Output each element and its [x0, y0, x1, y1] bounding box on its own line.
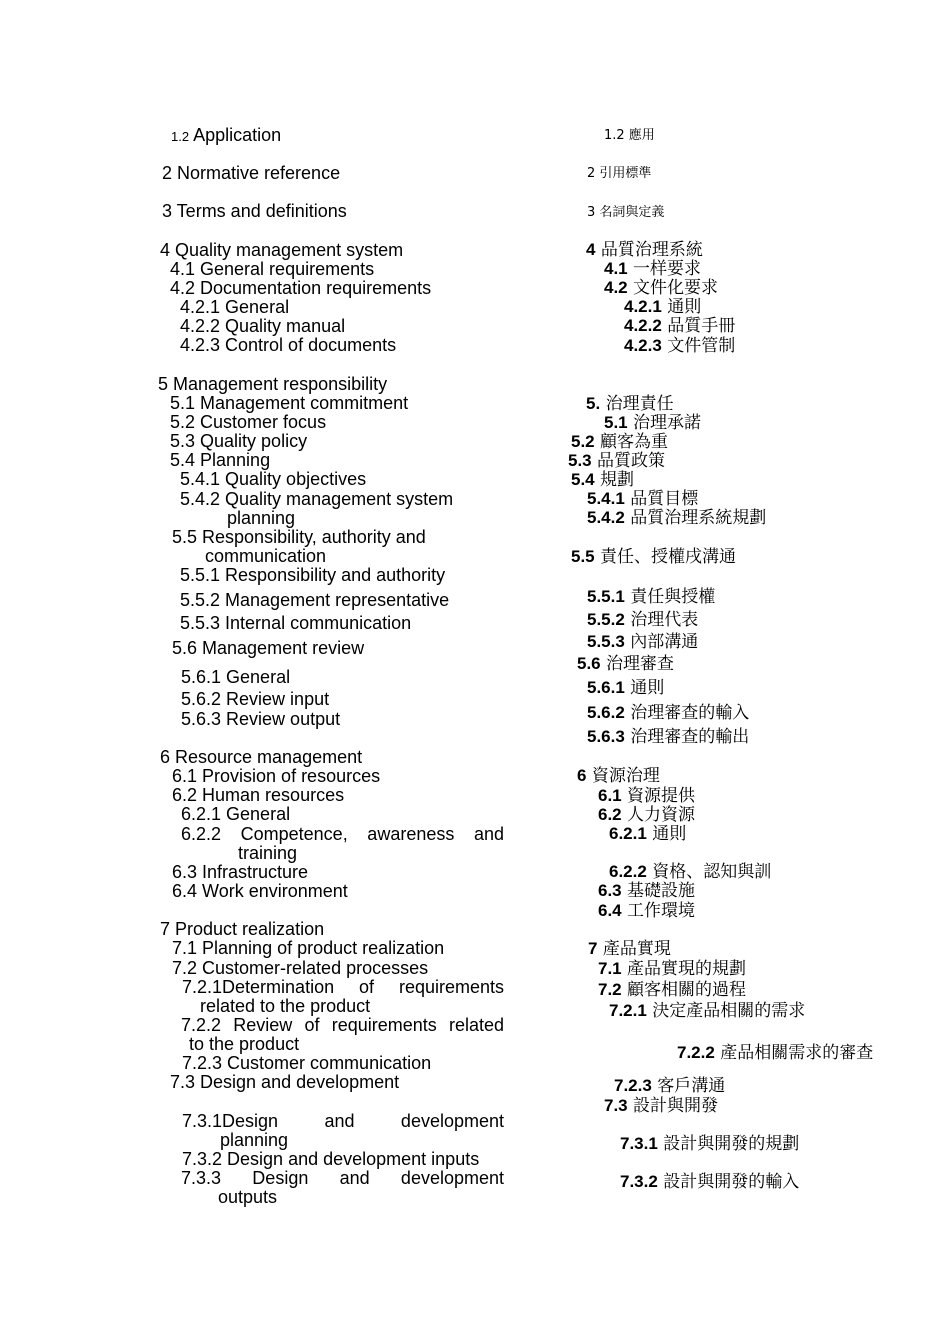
toc-entry-zh	[620, 1134, 799, 1154]
toc-number: 5.4	[571, 470, 595, 489]
toc-number: 6.2.2	[609, 862, 647, 881]
toc-text: 治理承諾	[633, 413, 702, 433]
toc-entry: 6.4 Work environment	[172, 881, 348, 901]
toc-entry: 4 Quality management system	[160, 240, 404, 260]
toc-number: 4	[586, 240, 596, 259]
toc-entry-continued: planning	[227, 508, 296, 528]
toc-entry: 7.3.1Design and development	[182, 1111, 504, 1131]
toc-entry-zh	[587, 610, 698, 630]
toc-entry-zh	[598, 805, 695, 825]
toc-entry: 2 Normative reference	[162, 163, 341, 183]
toc-entry: 7.2.3 Customer communication	[182, 1053, 432, 1073]
toc-entry: 5.5 Responsibility, authority and	[172, 527, 426, 547]
toc-entry-continued: outputs	[218, 1187, 278, 1207]
toc-text: 決定產品相關的需求	[652, 1001, 806, 1021]
toc-text: 品質目標	[630, 489, 699, 509]
toc-entry-zh	[587, 727, 749, 747]
toc-entry-continued: to the product	[189, 1034, 300, 1054]
toc-text: 顧客為重	[600, 432, 669, 452]
toc-entry: 5.4 Planning	[170, 450, 271, 470]
toc-entry-zh	[598, 980, 746, 1000]
toc-entry: 5.1 Management commitment	[170, 393, 409, 413]
toc-entry-zh	[577, 766, 660, 786]
toc-entry-zh	[598, 881, 695, 901]
toc-entry-zh: 1.2 應用	[604, 128, 655, 143]
toc-text: 設計與開發	[633, 1096, 719, 1116]
toc-entry: 5.6.2 Review input	[181, 689, 330, 709]
toc-number: 4.2.1	[624, 297, 662, 316]
toc-entry-zh	[598, 901, 695, 921]
toc-number: 5.5.2	[587, 610, 625, 629]
toc-text: 產品實現的規劃	[627, 959, 747, 979]
toc-number: 5.	[586, 394, 601, 413]
toc-text: 設計與開發的規劃	[663, 1134, 800, 1154]
toc-entry-zh	[624, 316, 735, 336]
toc-number: 7.2.2	[677, 1043, 715, 1062]
toc-entry-zh	[624, 297, 701, 317]
toc-number: 5.6.2	[587, 703, 625, 722]
toc-entry-zh	[604, 413, 701, 433]
toc-number: 6	[577, 766, 587, 785]
toc-text: 資格、認知與訓	[652, 862, 772, 882]
toc-text: 資源提供	[627, 786, 696, 806]
toc-entry-zh	[568, 451, 665, 471]
toc-number: 4.2	[604, 278, 628, 297]
toc-entry: 7 Product realization	[160, 919, 325, 939]
toc-entry: 5.5.3 Internal communication	[180, 613, 412, 633]
toc-entry-zh	[598, 786, 695, 806]
toc-entry-zh	[604, 1096, 718, 1116]
toc-text: 通則	[667, 297, 702, 317]
toc-entry-zh	[588, 939, 671, 959]
toc-number: 7.2.1	[609, 1001, 647, 1020]
toc-entry-zh	[614, 1076, 725, 1096]
toc-number: 6.4	[598, 901, 622, 920]
toc-number: 5.5	[571, 547, 595, 566]
toc-number: 7	[588, 939, 598, 958]
toc-entry-continued: planning	[220, 1130, 289, 1150]
toc-number: 4.2.2	[624, 316, 662, 335]
toc-number: 5.1	[604, 413, 628, 432]
toc-number: 7.3	[604, 1096, 628, 1115]
toc-entry: 7.3.2 Design and development inputs	[182, 1149, 480, 1169]
toc-entry: 4.1 General requirements	[170, 259, 375, 279]
toc-number: 5.2	[571, 432, 595, 451]
toc-number: 7.3.2	[620, 1172, 658, 1191]
toc-entry-zh	[609, 824, 686, 844]
toc-entry-zh	[586, 240, 703, 260]
toc-number: 6.2.1	[609, 824, 647, 843]
toc-number: 5.4.2	[587, 508, 625, 527]
toc-entry-zh	[587, 508, 766, 528]
toc-entry-zh	[571, 470, 634, 490]
toc-number: 6.1	[598, 786, 622, 805]
toc-entry-zh	[620, 1172, 799, 1192]
toc-text: 人力資源	[627, 805, 696, 825]
toc-entry: 7.2.2 Review of requirements related	[181, 1015, 504, 1035]
toc-entry-zh: 2 引用標準	[587, 166, 652, 181]
toc-entry-zh	[677, 1043, 873, 1063]
toc-entry-zh	[598, 959, 746, 979]
toc-entry: 7.1 Planning of product realization	[172, 938, 445, 958]
toc-entry-zh	[587, 587, 715, 607]
toc-entry-zh	[571, 432, 668, 452]
toc-text: 治理審查的輸入	[630, 703, 750, 723]
toc-entry: 7.2 Customer-related processes	[172, 958, 429, 978]
toc-entry	[171, 126, 281, 146]
toc-entry: 3 Terms and definitions	[162, 201, 347, 221]
toc-entry: 4.2.3 Control of documents	[180, 335, 397, 355]
toc-text: 責任、授權戌溝通	[600, 547, 737, 567]
toc-entry-zh	[609, 1001, 805, 1021]
toc-text: 工作環境	[627, 901, 696, 921]
toc-text: Application	[193, 125, 282, 145]
toc-entry-zh	[571, 547, 736, 567]
toc-entry-zh	[577, 654, 674, 674]
toc-entry-zh	[587, 678, 664, 698]
toc-entry: 5.5.1 Responsibility and authority	[180, 565, 446, 585]
toc-number: 4.1	[604, 259, 628, 278]
toc-entry: 5.5.2 Management representative	[180, 590, 450, 610]
toc-entry: 5.4.2 Quality management system	[180, 489, 454, 509]
toc-number: 7.1	[598, 959, 622, 978]
toc-number: 5.4.1	[587, 489, 625, 508]
toc-number: 7.2.3	[614, 1076, 652, 1095]
toc-text: 規劃	[600, 470, 635, 490]
toc-text: 客戶溝通	[657, 1076, 726, 1096]
toc-text: 一样要求	[633, 259, 702, 279]
toc-text: 內部溝通	[630, 632, 699, 652]
toc-entry: 6 Resource management	[160, 747, 363, 767]
toc-text: 基礎設施	[627, 881, 696, 901]
toc-text: 文件管制	[667, 336, 736, 356]
toc-entry: 5.6.1 General	[181, 667, 291, 687]
toc-entry-zh: 3 名詞與定義	[587, 205, 665, 220]
toc-entry: 6.2.2 Competence, awareness and	[181, 824, 504, 844]
toc-entry: 5.6 Management review	[172, 638, 365, 658]
toc-number: 5.6	[577, 654, 601, 673]
toc-text: 產品實現	[602, 939, 671, 959]
toc-number: 5.6.3	[587, 727, 625, 746]
toc-entry-zh	[624, 336, 735, 356]
toc-entry-zh	[587, 489, 698, 509]
toc-entry: 6.2 Human resources	[172, 785, 345, 805]
toc-text: 通則	[630, 678, 665, 698]
toc-number: 4.2.3	[624, 336, 662, 355]
toc-text: 產品相關需求的審查	[720, 1043, 874, 1063]
toc-text: 治理審查的輸出	[630, 727, 750, 747]
toc-entry-continued: communication	[205, 546, 327, 566]
toc-text: 治理責任	[605, 394, 674, 414]
toc-entry: 5.4.1 Quality objectives	[180, 469, 367, 489]
toc-number: 5.6.1	[587, 678, 625, 697]
toc-entry-zh	[604, 278, 718, 298]
toc-number: 5.5.1	[587, 587, 625, 606]
toc-entry-continued: training	[238, 843, 298, 863]
toc-number: 5.5.3	[587, 632, 625, 651]
toc-number: 7.3.1	[620, 1134, 658, 1153]
toc-entry: 6.2.1 General	[181, 804, 291, 824]
toc-text: 顧客相關的過程	[627, 980, 747, 1000]
toc-entry-zh	[587, 632, 698, 652]
toc-entry: 5.3 Quality policy	[170, 431, 308, 451]
toc-entry-zh	[586, 394, 674, 414]
toc-entry: 4.2.2 Quality manual	[180, 316, 346, 336]
toc-text: 資源治理	[591, 766, 660, 786]
toc-number: 6.2	[598, 805, 622, 824]
toc-text: 品質手冊	[667, 316, 736, 336]
toc-entry: 6.1 Provision of resources	[172, 766, 381, 786]
toc-text: 品質治理系統規劃	[630, 508, 767, 528]
toc-entry: 7.3.3 Design and development	[181, 1168, 504, 1188]
toc-number: 6.3	[598, 881, 622, 900]
toc-text: 治理代表	[630, 610, 699, 630]
toc-entry: 7.3 Design and development	[170, 1072, 400, 1092]
toc-entry-continued: related to the product	[200, 996, 371, 1016]
toc-entry: 4.2.1 General	[180, 297, 290, 317]
toc-number: 7.2	[598, 980, 622, 999]
toc-entry: 6.3 Infrastructure	[172, 862, 309, 882]
toc-entry: 5.6.3 Review output	[181, 709, 341, 729]
toc-text: 品質政策	[597, 451, 666, 471]
toc-text: 治理審查	[606, 654, 675, 674]
toc-text: 通則	[652, 824, 687, 844]
toc-text: 文件化要求	[633, 278, 719, 298]
toc-entry: 5.2 Customer focus	[170, 412, 327, 432]
toc-number: 1.2	[171, 129, 190, 144]
toc-text: 責任與授權	[630, 587, 716, 607]
toc-entry-zh	[587, 703, 749, 723]
toc-text: 品質治理系統	[600, 240, 703, 260]
toc-text: 設計與開發的輸入	[663, 1172, 800, 1192]
toc-entry: 7.2.1Determination of requirements	[182, 977, 504, 997]
toc-entry: 4.2 Documentation requirements	[170, 278, 432, 298]
toc-entry: 5 Management responsibility	[158, 374, 388, 394]
toc-entry-zh	[609, 862, 771, 882]
toc-number: 5.3	[568, 451, 592, 470]
toc-entry-zh	[604, 259, 701, 279]
